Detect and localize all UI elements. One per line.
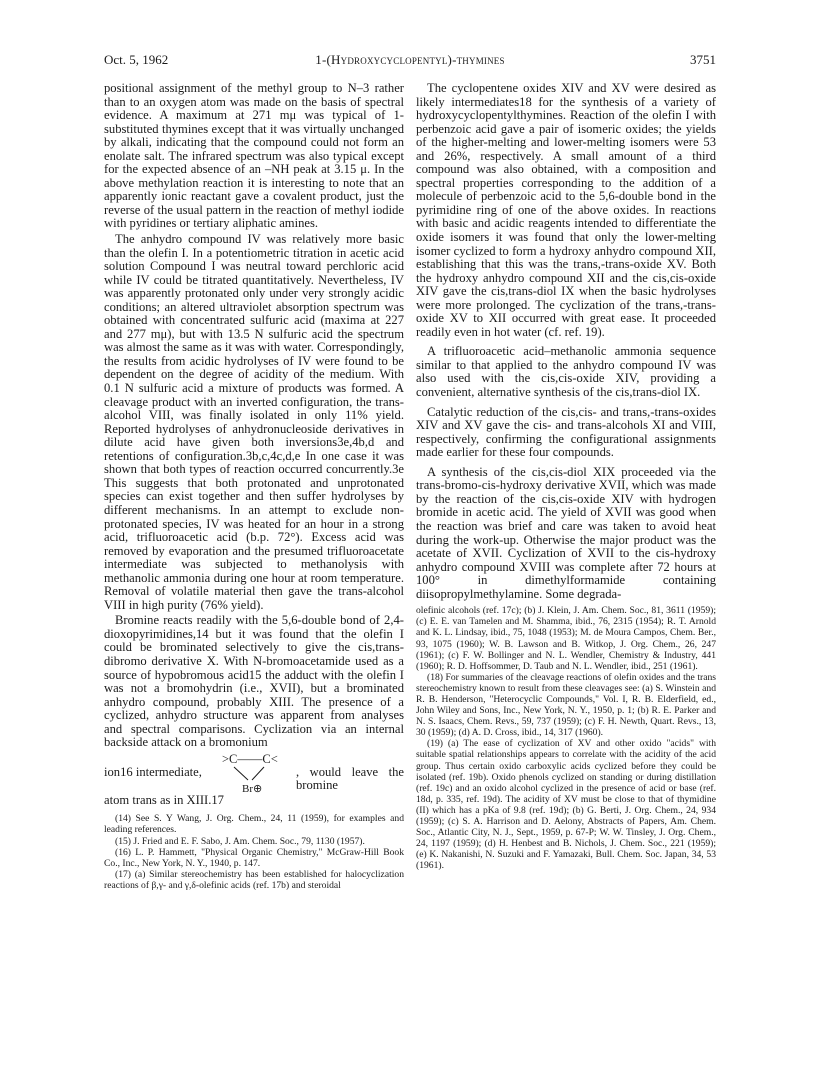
paragraph: The cyclopentene oxides XIV and XV were desired as likely intermediates18 for the synthesis of a variety of hydroxycyclopentylthymines. Reaction of the olefin I with perbenzoic acid gave a pair of isomeric oxides; the yields of the higher-melting and lower-melting isomers were 53 and 26%, respectively. A small amount of a third compound was also obtained, with a composition and spectral properties corresponding to the addition of a molecule of perbenzoic acid to the 5,6-double bond in the pyrimidine ring of one of the above oxides. In reactions with basic and acidic reagents intended to differentiate the oxide isomers it was found that only the lower-melting isomer cyclized to form a hydroxy anhydro compound XII, establishing that this was the trans,-trans-oxide XV. Both the hydroxy anhydro compound XII and the cis,cis-oxide XIV gave the cis,trans-diol IX when the basic hydrolyses were more prolonged. The cyclization of the trans,-trans-oxide XV to XII occurred with great ease. It proceeded readily even in hot water (cf. ref. 19). <box>416 81 716 339</box>
footnote: (16) L. P. Hammett, "Physical Organic Chemistry," McGraw-Hill Book Co., Inc., New York, N. Y., 1940, p. 147. <box>104 846 404 869</box>
bromonium-ion-structure <box>222 752 302 794</box>
header-title: 1-(Hydroxycyclopentyl)-thymines <box>315 52 505 67</box>
bromonium-ion-scheme <box>104 752 404 794</box>
footnote: (17) (a) Similar stereochemistry has been established for halocyclization reactions of β,γ- and γ,δ-olefinic acids (ref. 17b) and steroidal <box>104 868 404 891</box>
footnotes-right <box>416 605 716 871</box>
left-column <box>104 82 404 891</box>
footnote: (18) For summaries of the cleavage reactions of olefin oxides and the trans stereochemistry known to result from these cleavages see: (a) S. Winstein and R. B. Henderson, "Heterocyclic Compounds," Vol. I, R. B. Elderfield, ed., John Wiley and Sons, Inc., New York, N. Y., 1950, p. 1; (b) R. E. Parker and N. S. Isaacs, Chem. Revs., 59, 737 (1959); (c) F. H. Newth, Quart. Revs., 13, 30 (1959); (d) A. D. Cross, ibid., 14, 317 (1960). <box>416 671 716 739</box>
footnote: (15) J. Fried and E. F. Sabo, J. Am. Chem. Soc., 79, 1130 (1957). <box>115 835 365 847</box>
carbon-carbon-bond: >C——C< <box>222 751 278 766</box>
footnotes-left <box>104 813 404 891</box>
bond-right <box>252 767 264 780</box>
paragraph: The anhydro compound IV was relatively more basic than the olefin I. In a potentiometric titration in acetic acid solution Compound I was neutral toward perchloric acid while IV could be titrated quantitatively. Nevertheless, IV was apparently protonated only under very strongly acidic conditions; an altered ultraviolet absorption spectrum was obtained with concentrated sulfuric acid (maxima at 227 and 277 mμ), but with 13.5 N sulfuric acid the spectrum was almost the same as it was with water. Correspondingly, the results from acidic hydrolyses of IV were found to be dependent on the degree of acidity of the medium. With 0.1 N sulfuric acid a mixture of products was formed. A cleavage product with an inverted configuration, the trans-alcohol VIII, was finally isolated in only 11% yield. Reported hydrolyses of anhydronucleoside derivatives in dilute acid have given both inversions3e,4b,d and retentions of configuration.3b,c,4c,d,e In one case it was shown that both types of reaction occurred concurrently.3e This suggests that both protonated and unprotonated species can exist together and then suffer hydrolyses by different mechanisms. In an attempt to exclude non-protonated species, IV was heated for an hour in a strong acid, trifluoroacetic acid (b.p. 72°). Excess acid was removed by evaporation and the presumed trifluoroacetate intermediate was subjected to methanolysis with methanolic ammonia during one hour at room temperature. Removal of volatile material then gave the trans-alcohol VIII in high purity (76% yield). <box>104 232 404 612</box>
paragraph: positional assignment of the methyl group to N–3 rather than to an oxygen atom was made on the basis of spectral evidence. A maximum at 271 mμ was typical of 1-substituted thymines except that it was virtually unchanged by alkali, indicating that the compound could not form an enolate salt. The infrared spectrum was also typical except for the expected absence of an –NH peak at 3.15 μ. In the above methylation reaction it is interesting to note that an apparently ionic reactant gave a covalent product, just the reverse of the usual pattern in the reaction of methyl iodide with pyridines or tertiary aliphatic amines. <box>104 81 404 231</box>
running-header <box>104 52 716 72</box>
paragraph: A trifluoroacetic acid–methanolic ammonia sequence similar to that applied to the anhydro compound IV was also used with the cis,cis-oxide XIV, providing a convenient, alternative synthesis of the cis,trans-diol IX. <box>416 344 716 400</box>
footnote: (19) (a) The ease of cyclization of XV and other oxido "acids" with suitable spatial relationships appears to correlate with the acidity of the acid group. Thus certain oxido carboxylic acids cyclized before they could be isolated (ref. 19b). Oxido phenols cyclized on standing or during distillation (ref. 19c) and an oxido alcohol cyclized in the presence of acid or base (ref. 18d, p. 335, ref. 19d). The acidity of XV must be close to that of thymidine (II) which has a pKa of 9.8 (ref. 19d); (b) G. Berti, J. Org. Chem., 24, 934 (1959); (c) S. A. Harrison and D. Aelony, Abstracts of Papers, Am. Chem. Soc., Atlantic City, N. J., Sept., 1959, p. 67-P; W. W. Tinsley, J. Org. Chem., 24, 1197 (1959); (d) H. Henbest and B. Nichols, J. Chem. Soc., 221 (1959); (e) K. Nakanishi, N. Suzuki and F. Yamazaki, Bull. Chem. Soc. Japan, 34, 53 (1961). <box>416 738 716 872</box>
paragraph: atom trans as in XIII.17 <box>104 792 224 807</box>
page-number: 3751 <box>690 52 716 67</box>
paragraph: A synthesis of the cis,cis-diol XIX proceeded via the trans-bromo-cis-hydroxy derivative XVII, which was made by the reaction of the cis,cis-oxide XIV with hydrogen bromide in acetic acid. The yield of XVII was good when the reaction was brief and care was taken to avoid heat during the work-up. Otherwise the major product was the acetate of XVII. Cyclization of XVII to the cis-hydroxy anhydro compound XVIII was complete after 72 hours at 100° in dimethylformamide containing diisopropylmethylamine. Some degrada- <box>416 464 716 601</box>
paragraph: Catalytic reduction of the cis,cis- and trans,-trans-oxides XIV and XV gave the cis- and trans-alcohols XI and VIII, respectively, confirming the configurational assignments made earlier for these four compounds. <box>416 404 716 460</box>
ion-continuation: , would leave the bromine <box>296 764 404 793</box>
paragraph: Bromine reacts readily with the 5,6-double bond of 2,4-dioxopyrimidines,14 but it was found that the olefin I could be brominated selectively to give the cis,trans-dibromo derivative X. With N-bromoacetamide used as a source of hypobromous acid15 the adduct with the olefin I was not a bromohydrin (i.e., XVII), but a brominated anhydro compound, probably XIII. The presence of a cyclized, anhydro structure was apparent from analyses and spectral comparisons. Cyclization via an internal backside attack on a bromonium <box>104 613 404 750</box>
header-date: Oct. 5, 1962 <box>104 52 169 67</box>
bromonium-atom: Br⊕ <box>242 782 263 794</box>
footnote: (14) See S. Y Wang, J. Org. Chem., 24, 11 (1959), for examples and leading references. <box>104 813 404 836</box>
bond-left <box>234 767 248 780</box>
right-column <box>416 82 716 871</box>
footnote: olefinic alcohols (ref. 17c); (b) J. Klein, J. Am. Chem. Soc., 81, 3611 (1959); (c) E. E. van Tamelen and M. Shamma, ibid., 76, 2315 (1954); R. T. Arnold and K. L. Lindsay, ibid., 75, 1048 (1953); M. de Moura Campos, Chem. Ber., 93, 1075 (1960); W. B. Lawson and B. Witkop, J. Org. Chem., 26, 247 (1961); (c) F. W. Bollinger and N. L. Wendler, Chemistry & Industry, 441 (1960); R. D. Hoffsommer, D. Taub and N. L. Wendler, ibid., 251 (1961). <box>416 605 716 672</box>
ion-label: ion16 intermediate, <box>104 764 202 779</box>
